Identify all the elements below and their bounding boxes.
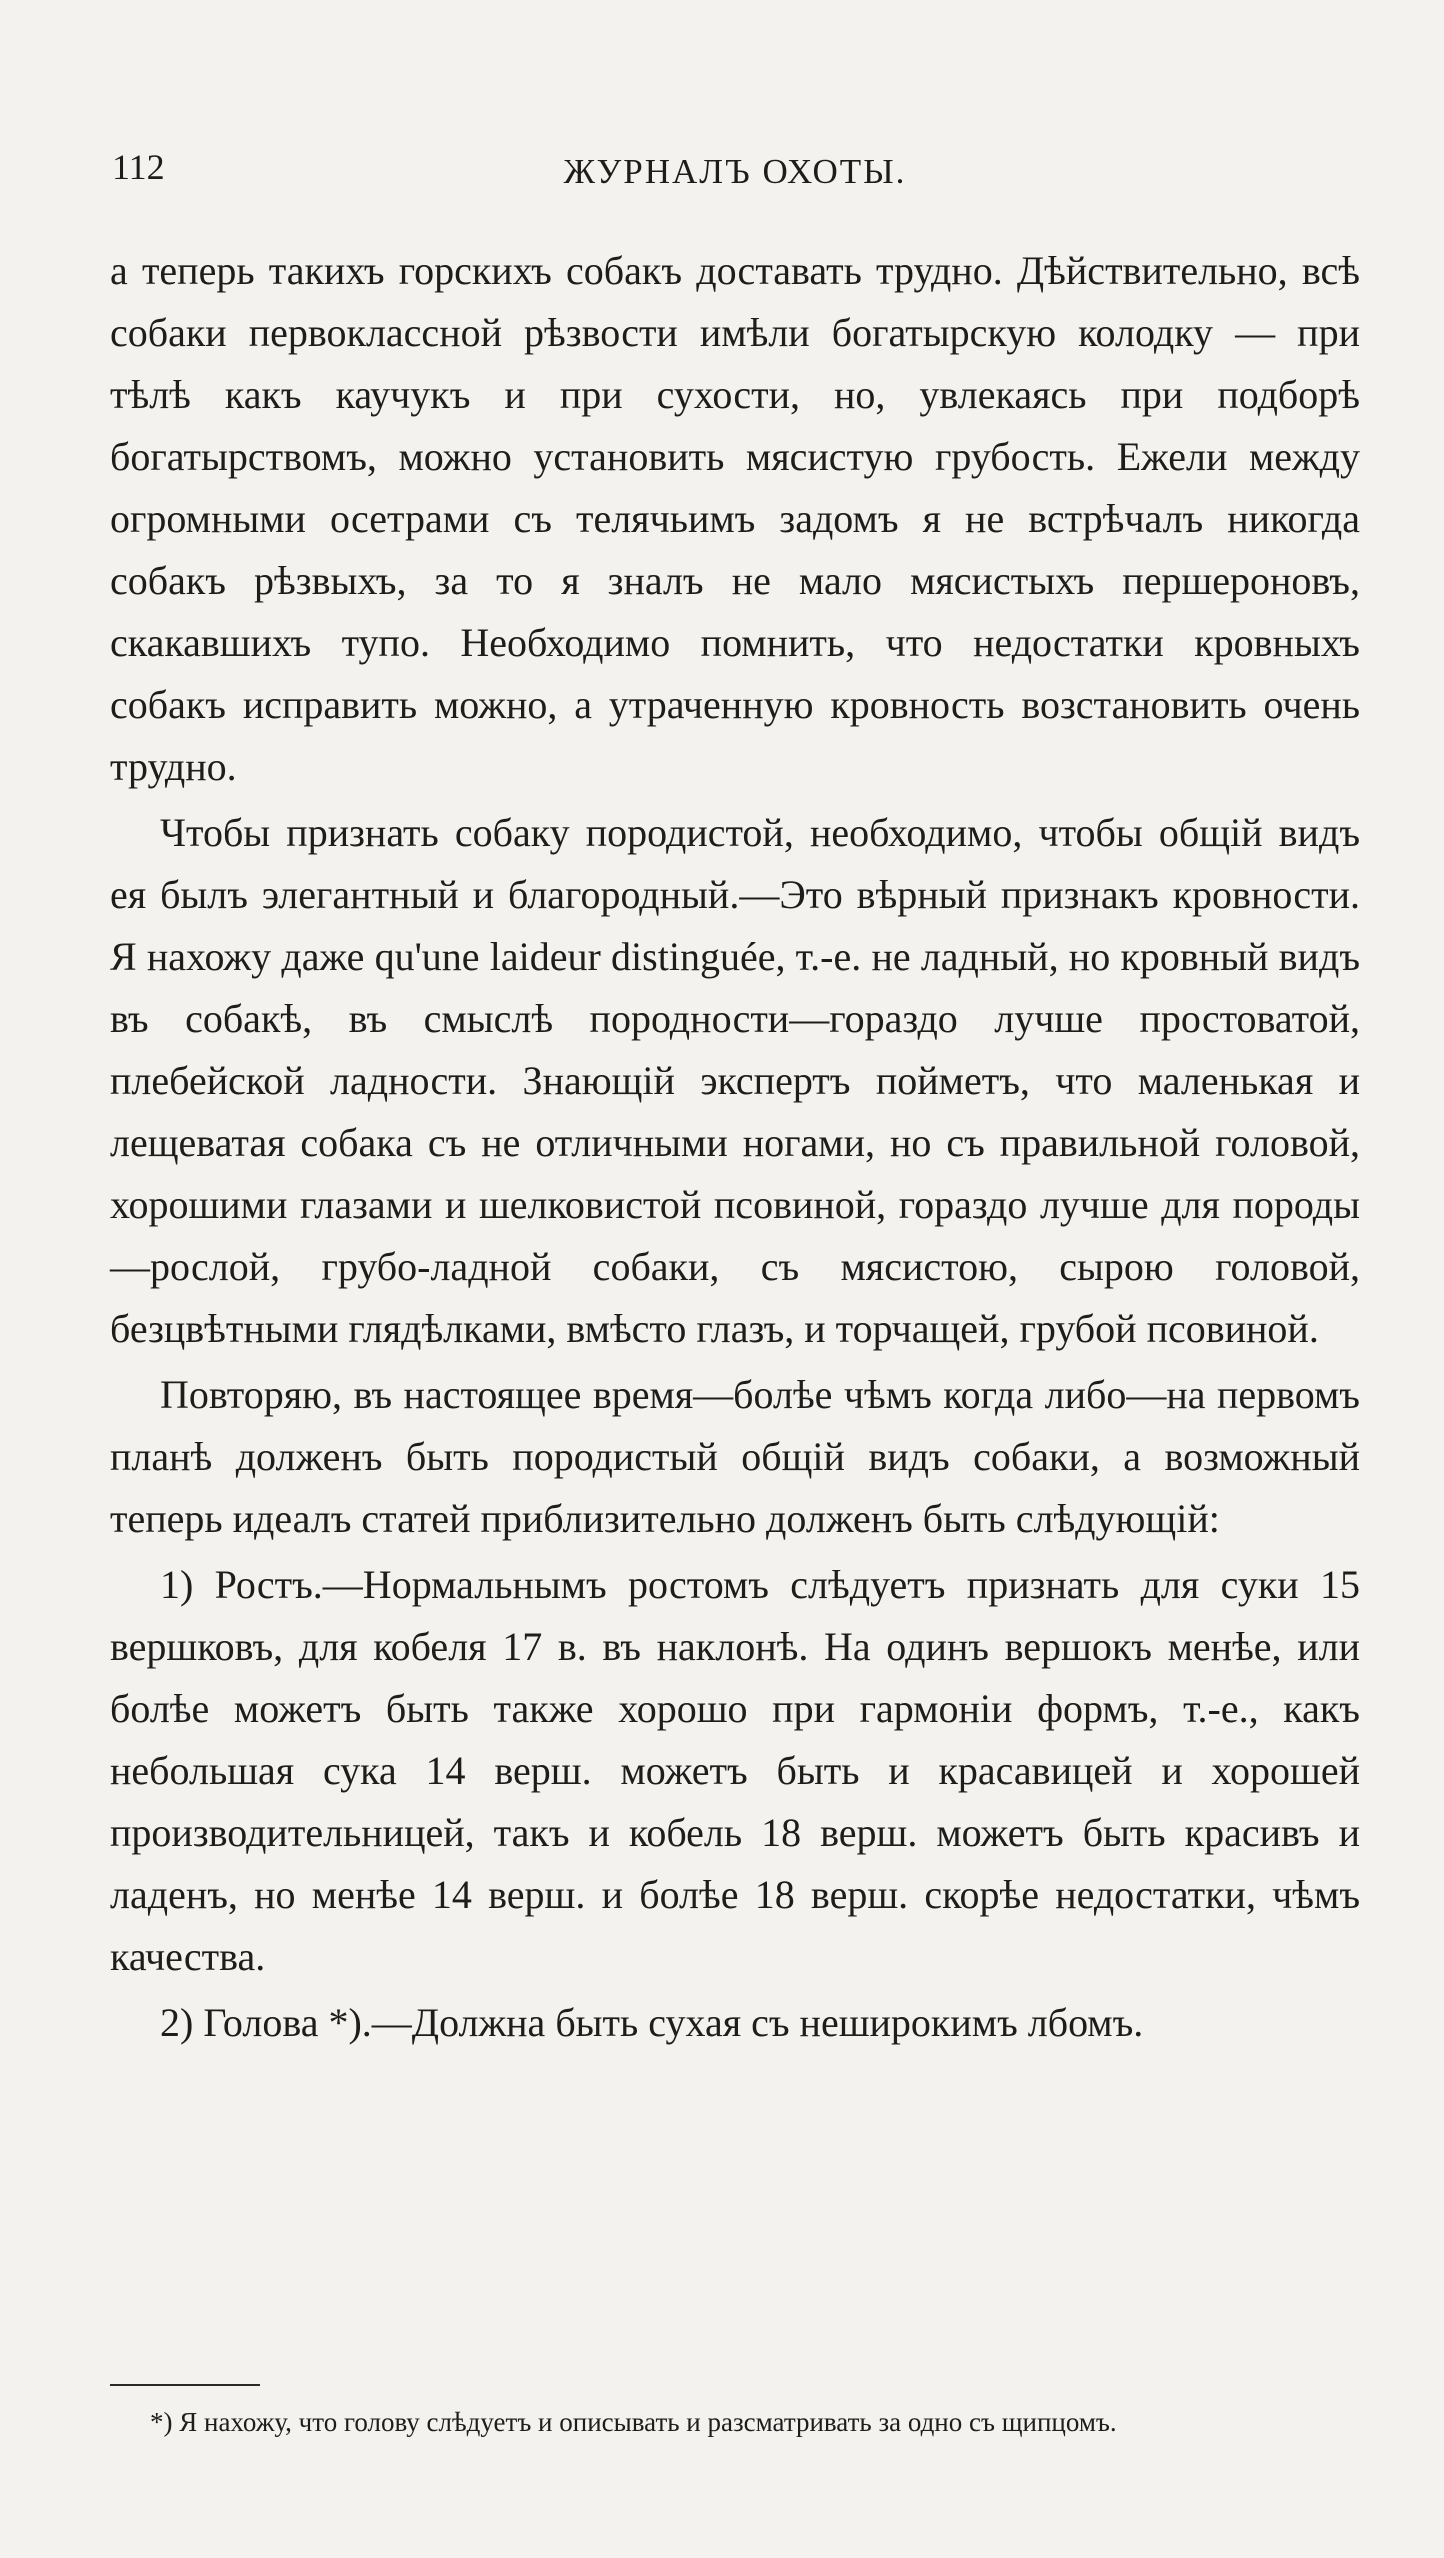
- paragraph-pedigree: Чтобы признать собаку породистой, необходимо, чтобы общій видъ ея былъ элегантный и благородный.—Это вѣрный признакъ кровности. Я нахожу даже qu'une laideur distinguée, т.-е. не ладный, но кровный видъ въ собакѣ, въ смыслѣ породности—гораздо лучше простоватой, плебейской ладности. Знающій экспертъ пойметъ, что маленькая и лещеватая собака съ не отличными ногами, но съ правильной головой, хорошими глазами и шелковистой псовиной, гораздо лучше для породы—рослой, грубо-ладной собаки, съ мясистою, сырою головой, безцвѣтными глядѣлками, вмѣсто глазъ, и торчащей, грубой псовиной.: [110, 810, 1360, 1351]
- paragraph-continuation: а теперь такихъ горскихъ собакъ доставать трудно. Дѣйствительно, всѣ собаки первоклассной рѣзвости имѣли богатырскую колодку — при тѣлѣ какъ каучукъ и при сухости, но, увлекаясь при подборѣ богатырствомъ, можно установить мясистую грубость. Ежели между огромными осетрами съ телячьимъ задомъ я не встрѣчалъ никогда собакъ рѣзвыхъ, за то я зналъ не мало мясистыхъ першероновъ, скакавшихъ тупо. Необходимо помнить, что недостатки кровныхъ собакъ исправить можно, а утраченную кровность возстановить очень трудно.: [110, 248, 1360, 789]
- footnote: *) Я нахожу, что голову слѣдуетъ и описывать и разсматривать за одно съ щипцомъ.: [150, 2407, 1117, 2437]
- footnote-divider: [110, 2384, 260, 2386]
- paragraph-height: 1) Ростъ.—Нормальнымъ ростомъ слѣдуетъ признать для суки 15 вершковъ, для кобеля 17 в. въ наклонѣ. На одинъ вершокъ менѣе, или болѣе можетъ быть также хорошо при гармоніи формъ, т.-е., какъ небольшая сука 14 верш. можетъ быть и красавицей и хорошей производительницей, такъ и кобель 18 верш. можетъ быть красивъ и ладенъ, но менѣе 14 верш. и болѣе 18 верш. скорѣе недостатки, чѣмъ качества.: [110, 1562, 1360, 1979]
- body-text: [110, 240, 1360, 2054]
- running-title: ЖУРНАЛЪ ОХОТЫ.: [563, 152, 907, 191]
- page-header: [110, 140, 1360, 200]
- paragraph-head: 2) Голова *).—Должна быть сухая съ неширокимъ лбомъ.: [160, 2000, 1144, 2045]
- paragraph-ideal: Повторяю, въ настоящее время—болѣе чѣмъ когда либо—на первомъ планѣ долженъ быть породистый общій видъ собаки, а возможный теперь идеалъ статей приблизительно долженъ быть слѣдующій:: [110, 1372, 1360, 1541]
- page-number: 112: [112, 147, 165, 187]
